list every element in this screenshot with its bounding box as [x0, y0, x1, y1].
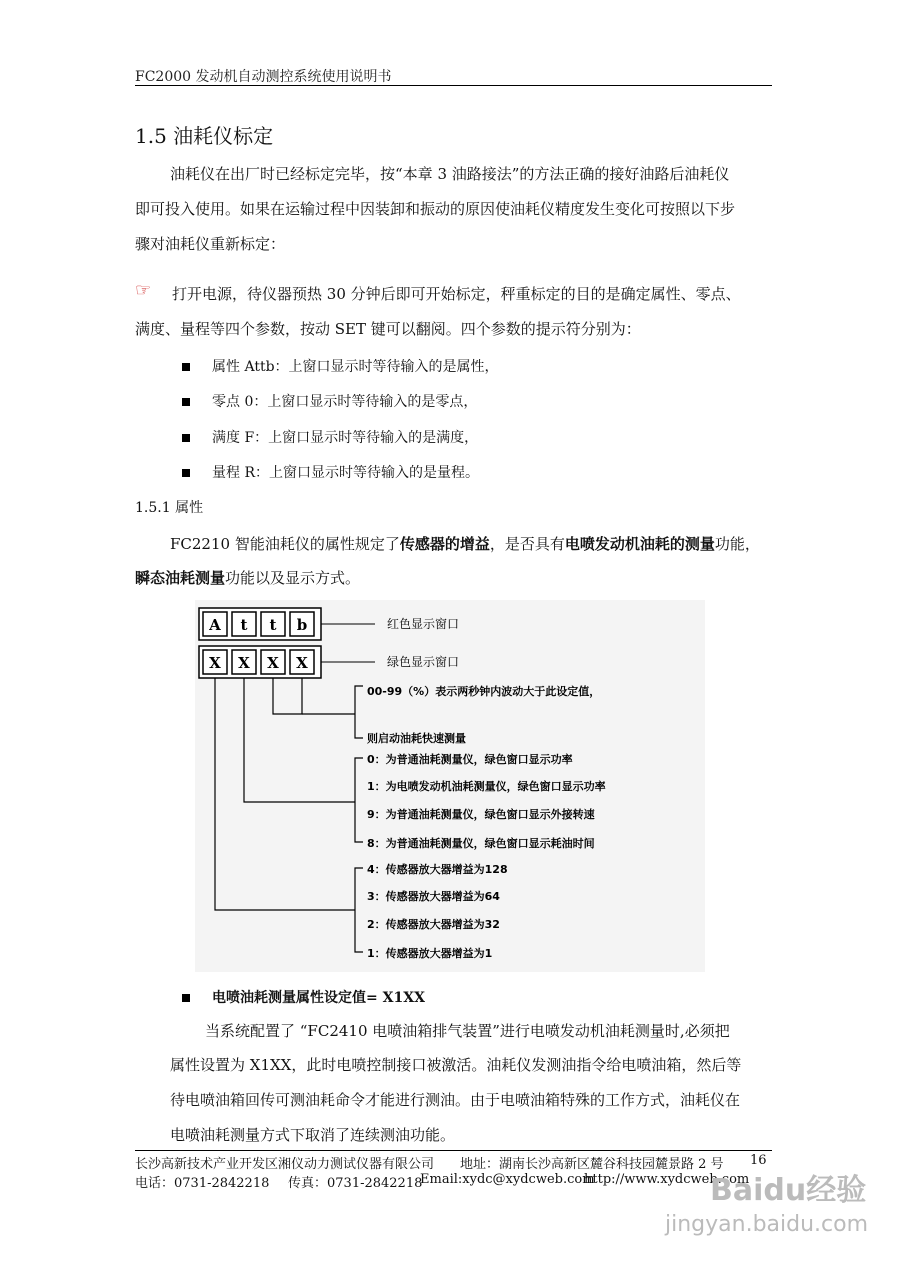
square-bullet-icon: [182, 363, 190, 371]
subsection-desc-line-2: 瞬态油耗测量功能以及显示方式。: [135, 569, 361, 587]
green-window-label: 绿色显示窗口: [387, 655, 460, 669]
bullet-item-attb: 属性 Attb：上窗口显示时等待输入的是属性，: [182, 356, 499, 376]
mode-option-1: 1：为电喷发动机油耗测量仪，绿色窗口显示功率: [367, 780, 606, 793]
square-bullet-icon: [182, 434, 190, 442]
footer-address: 地址：湖南长沙高新区麓谷科技园麓景路 2 号: [460, 1157, 724, 1172]
top-box-3-char: t: [269, 616, 277, 634]
intro-line-3: 骤对油耗仪重新标定：: [135, 235, 286, 253]
efi-line-1: 当系统配置了 “FC2410 电喷油箱排气装置”进行电喷发动机油耗测量时,必须把: [205, 1022, 730, 1040]
efi-line-2: 属性设置为 X1XX，此时电喷控制接口被激活。油耗仪发测油指令给电喷油箱，然后等: [170, 1056, 742, 1074]
tip-line-1: 打开电源，待仪器预热 30 分钟后即可开始标定，秤重标定的目的是确定属性、零点、: [172, 285, 741, 303]
efi-bullet: 电喷油耗测量属性设定值= X1XX: [182, 987, 425, 1007]
mode-option-0: 0：为普通油耗测量仪，绿色窗口显示功率: [367, 753, 573, 766]
gain-option-1: 1：传感器放大器增益为1: [367, 947, 493, 960]
intro-line-1: 油耗仪在出厂时已经标定完毕，按“本章 3 油路接法”的方法正确的接好油路后油耗仪: [170, 165, 730, 183]
gain-option-4: 4：传感器放大器增益为128: [367, 863, 508, 876]
gain-option-3: 3：传感器放大器增益为64: [367, 890, 500, 903]
section-title: 1.5 油耗仪标定: [135, 124, 274, 148]
efi-line-4: 电喷油耗测量方式下取消了连续测油功能。: [170, 1126, 456, 1144]
document-header-title: FC2000 发动机自动测控系统使用说明书: [135, 69, 392, 85]
bottom-box-1-char: X: [209, 654, 221, 672]
intro-line-2: 即可投入使用。如果在运输过程中因装卸和振动的原因使油耗仪精度发生变化可按照以下步: [135, 200, 736, 218]
bullet-item-full: 满度 F：上窗口显示时等待输入的是满度，: [182, 427, 478, 447]
bottom-box-3-char: X: [267, 654, 279, 672]
pointing-hand-icon: ☞: [135, 280, 152, 301]
top-box-1-char: A: [209, 616, 221, 634]
efi-line-3: 待电喷油箱回传可测油耗命令才能进行测油。由于电喷油箱特殊的工作方式，油耗仪在: [170, 1091, 741, 1109]
red-window-label: 红色显示窗口: [387, 617, 460, 631]
mode-option-8: 8：为普通油耗测量仪，绿色窗口显示耗油时间: [367, 837, 595, 850]
header-divider: [135, 85, 772, 86]
mode-option-9: 9：为普通油耗测量仪，绿色窗口显示外接转速: [367, 808, 595, 821]
gain-option-2: 2：传感器放大器增益为32: [367, 918, 500, 931]
attribute-diagram: [195, 600, 705, 972]
bullet-item-range: 量程 R：上窗口显示时等待输入的是量程。: [182, 462, 479, 482]
footer-fax: 传真：0731-2842218: [288, 1176, 423, 1191]
subsection-desc-line-1: FC2210 智能油耗仪的属性规定了传感器的增益，是否具有电喷发动机油耗的测量功能，: [170, 535, 760, 553]
then-note: 则启动油耗快速测量: [367, 732, 466, 745]
footer-page-number: 16: [750, 1153, 767, 1168]
range-note: 00-99（%）表示两秒钟内波动大于此设定值，: [367, 685, 601, 698]
footer-divider: [135, 1150, 772, 1151]
square-bullet-icon: [182, 469, 190, 477]
subsection-title: 1.5.1 属性: [135, 500, 204, 516]
tip-line-2: 满度、量程等四个参数，按动 SET 键可以翻阅。四个参数的提示符分别为：: [135, 320, 641, 338]
footer-phone: 电话：0731-2842218: [135, 1176, 270, 1191]
square-bullet-icon: [182, 994, 190, 1002]
footer-email: Email:xydc@xydcweb.com: [420, 1172, 595, 1187]
top-box-2-char: t: [240, 616, 248, 634]
footer-website: http://www.xydcweb.com: [584, 1172, 750, 1187]
square-bullet-icon: [182, 398, 190, 406]
top-box-4-char: b: [296, 616, 308, 634]
bottom-box-2-char: X: [238, 654, 250, 672]
footer-company: 长沙高新技术产业开发区湘仪动力测试仪器有限公司: [135, 1157, 435, 1172]
baidu-watermark-url: jingyan.baidu.com: [665, 1212, 869, 1237]
baidu-watermark-logo: Baidu经验: [710, 1173, 867, 1208]
bullet-item-zero: 零点 0：上窗口显示时等待输入的是零点，: [182, 391, 477, 411]
bottom-box-4-char: X: [296, 654, 308, 672]
